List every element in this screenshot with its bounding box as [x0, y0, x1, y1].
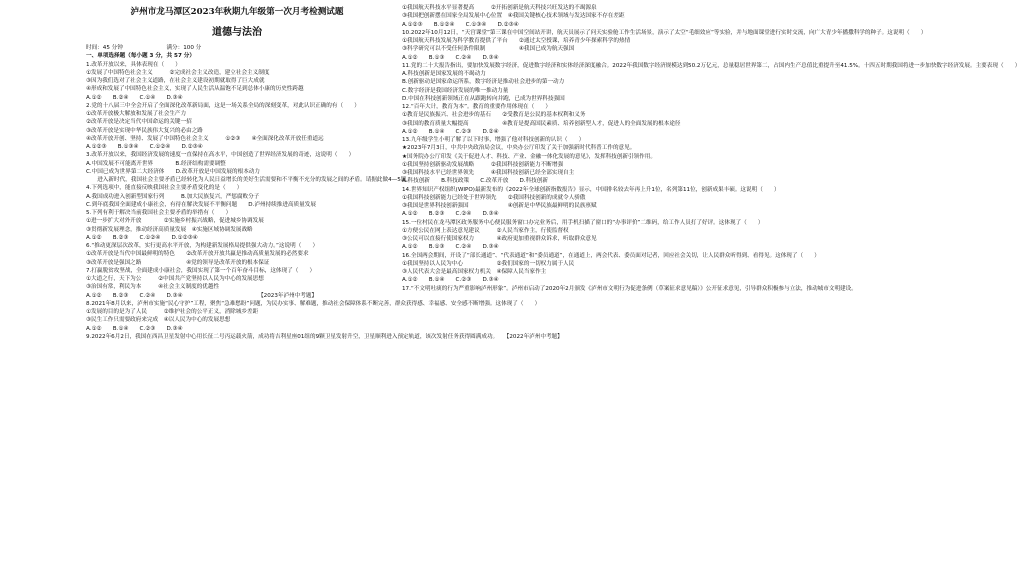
question-line: 16.全国两会期间，开设了“部长通道”、“代表通道”和“委员通道”，在通道上，两会代表、委员面对记者，回应社会关切，让人民群众听得到、看得见。这体现了（ ）	[402, 252, 820, 259]
question-line: ①我国坚持以人民为中心 ②我们国家的一切权力属于人民	[402, 260, 575, 267]
question-line: 2.党的十八届三中全会开启了全面深化改革新局面，这是一场关系全局的深刻变革，对此认识正确的有（ ）	[86, 102, 360, 109]
question-line: 5.下列有利于解决当前我国社会主要矛盾的举措有（ ）	[86, 210, 232, 216]
question-line: A.①②③ B.①③④ C.①②④ D.②③④	[86, 144, 203, 150]
question-line: ①方便公民在网上表达意见建议 ②人民当家作主，行使监督权	[402, 227, 569, 234]
time-label: 时间：45 分钟	[86, 45, 123, 51]
question-line: ①我国坚持创新驱动发展战略 ②我国科技创新能力不断增强	[402, 161, 564, 168]
question-line: A.①② B.②③ C.①②④ D.①②③④	[86, 234, 198, 241]
question-line: ★2023年7月3日，中共中央政治局会议，中央办公厅印发了关于加强新时代科普工作的意见。	[402, 145, 636, 152]
question-line: C.到年底我国全面建成小康社会，有待在解决发展不平衡问题 D.泸州持续推进高质量发展	[86, 201, 316, 208]
question-line: ③我国是世界科技创新强国 ④创新是中华民族最鲜明的民族禀赋	[402, 203, 597, 209]
question-line: 1.改革开放以来，具体表现在（ ）	[86, 61, 181, 68]
question-line: 6.“推动更深层次改革，实行更高水平开放，为构建新发展格局提供强大动力。”这说明（ ）	[86, 243, 319, 249]
subject-title: 道德与法治	[212, 27, 262, 38]
question-line: ①教育是民族振兴、社会进步的基石 ②受教育是公民的基本权利和义务	[402, 112, 586, 119]
question-line: 10.2022年10月12日，“天宫课堂”第三课在中国空间站开讲，航天员展示了问天实验舱工作生活场景，演示了太空“毛细效应”等实验，并与地面课堂进行实时交流，向广大青少年播撒科学的种子。这说明（ ）	[402, 29, 927, 36]
question-line: A.①② B.①③ C.②④ D.③④	[402, 244, 499, 251]
question-line: ③改革开放是强国之路 ④党的领导是改革开放的根本保证	[86, 259, 270, 266]
question-line: ①发展了中国特色社会主义 ②完成社会主义改造，建立社会主义制度	[86, 69, 270, 76]
question-line: ③我国的教育质量大幅提高 ④教育是提高国民素质、培养创新型人才，促进人的全面发展的根本途径	[402, 120, 681, 127]
section-heading: 一、单项选择题（每小题 3 分，共 57 分）	[86, 53, 195, 60]
question-line: ①改革开放极大解放和发展了社会生产力	[86, 111, 187, 117]
question-line: 17.“不文明吐痰的行为严重影响泸州形象”。泸州市启动了2020年2月颁发《泸州市文明行为促进条例（草案征求意见稿）》公开征求意见，引导群众积极参与立法，推动城市文明建设。	[402, 285, 857, 292]
question-line: C.中国已成为世界第二大经济体 D.改革开放是中国发展的根本动力	[86, 168, 260, 175]
question-line: 8.2021年8月以来，泸州市实施“民心守护”工程，聚焦“急难愁盼”问题，为民办实事、解难题，推动社会保障体系不断完善，群众获得感、幸福感、安全感不断增强。这体现了（ ）	[86, 300, 541, 307]
question-line: ③民生工作只需要政府来完成 ④以人民为中心的发展思想	[86, 317, 231, 324]
question-line: ①大道之行，天下为公 ②中国共产党坚持以人民为中心的发展思想	[86, 276, 264, 282]
question-line: ①我国科技创新能力已经处于世界领先 ②我国科技创新的成就令人骄傲	[402, 194, 586, 201]
question-line: ①发展的目的是为了人民 ②维护社会的公平正义，消除城乡差距	[86, 309, 259, 315]
question-line: 13.九年级学生小明了解了以下时事，增强了他对科技创新的认识（ ）	[402, 137, 585, 143]
question-line: 11.党的二十大报告指出，要加快发展数字经济，促进数字经济和实体经济深度融合。2022年我国数字经济规模达到50.2万亿元，总量稳居世界第二，占国内生产总值比重提升至41.5%。十四五时期我国将进一步加快数字经济发展。主要表现（ ）	[402, 62, 1020, 69]
question-line: ④形成和发展了中国特色社会主义，实现了人民生活从温饱不足到总体小康的历史性跨越	[86, 86, 304, 93]
question-line: B.创新驱动是国家命运所系，数字经济是推动社会进步的第一动力	[402, 79, 565, 86]
question-line: ③我国科技水平已经世界领先 ④我国科技创新已经全部实现自主	[402, 170, 575, 176]
time-score-line	[86, 44, 386, 52]
question-line: ③科学研究可以不受任何条件限制 ④我国已成为航天强国	[402, 46, 575, 53]
question-line: D.中国在科技创新领域正在从跟跑转向并跑，已成为世界科技强国	[402, 95, 565, 102]
question-line: ③贯彻新发展理念，推动经济高质量发展 ④实施区域协调发展战略	[86, 226, 253, 233]
question-line: A.①② B.①④ C.②③ D.③④	[402, 277, 499, 284]
question-line: ③人民代表大会是最高国家权力机关 ④保障人民当家作主	[402, 269, 547, 275]
question-line: ③公民可以直接行使国家权力 ④政府更加重视群众诉求，听取群众意见	[402, 236, 597, 242]
question-line: 4.下列选项中，能直接反映我国社会主要矛盾变化的是（ ）	[86, 185, 243, 192]
question-line: ③我国把创新摆在国家全局发展中心位置 ④我国关键核心技术领域与发达国家不存在差距	[402, 13, 625, 20]
question-line: C.数字经济是我国经济发展的唯一推动力量	[402, 87, 509, 94]
question-line: A.①② B.①④ C.②③ D.②④	[402, 128, 499, 135]
question-line: A.科技创新 B.科技政策 C.改革开放 D.科技创新	[402, 178, 548, 185]
exam-title: 泸州市龙马潭区2023年秋期九年级第一次月考检测试题	[130, 7, 344, 17]
question-line: A.①② B.①④ C.②③ D.③④	[86, 325, 183, 332]
score-label: 满分：100 分	[166, 45, 202, 51]
question-line: ★国务院办公厅印发《关于促进人才、科技、产业、金融一体化发展的意见》，发挥科技创新引领作用。	[402, 153, 656, 160]
question-line: 3.改革开放以来，我国经济发展的速度一直保持在高水平，中国创造了世界经济发展的奇迹，这说明（ ）	[86, 152, 355, 159]
question-line: A.①② B.①③ C.②④ D.③④	[402, 54, 499, 61]
question-line: ③因为我们选对了社会主义道路，在社会主义建设初期就取得了巨大成就	[86, 78, 265, 84]
question-line: 9.2022年6月2日，我国在西昌卫星发射中心用长征二号丙运载火箭，成功将吉利星座01组的9颗卫星发射升空，卫星顺利进入预定轨道，该次发射任务获得圆满成功。 【2022年泸州中考题】	[86, 333, 563, 340]
question-line: A.①② B.②③ C.②④ D.③④ 【2023年泸州中考题】	[86, 292, 318, 299]
question-line: ②改革开放是决定当代中国命运的关键一招	[86, 119, 192, 126]
question-line: ①改革开放是当代中国最鲜明的特色 ②改革开放开放共赢是推动高质量发展的必然要求	[86, 251, 309, 258]
question-line: ①我国航天科技水平显著提高 ②开拓创新是航天科技兴旺发达的不竭源泉	[402, 5, 597, 11]
right-question-list	[402, 4, 1020, 293]
question-line: A.科技创新是国家发展的不竭动力	[402, 71, 486, 77]
question-line: ④改革开放开创、坚持、发展了中国特色社会主义 ①②③ ④全面深化改革开放任重道远	[86, 135, 324, 142]
question-line: 进入新时代，我国社会主要矛盾已经转化为人民日益增长的美好生活需要和不平衡不充分的发展之间的矛盾。请据此做4—5题。	[86, 177, 412, 183]
question-line: A.①② B.②③ C.②④ D.③④	[402, 211, 499, 218]
question-line: 15.一位村民在龙马潭区政务服务中心便民服务窗口办完业务后，用手机扫描了窗口的“办事评价”二维码，给工作人员打了好评。这体现了（ ）	[402, 219, 764, 226]
question-line: A.中国发展不可能离开世界 B.经济结构需要调整	[86, 160, 226, 167]
question-line: A.我国成功进入创新型国家行列 B.加大民族复兴，严惩腐败分子	[86, 193, 260, 200]
question-line: 12.“百年大计，教育为本”。教育的重要作用体现在（ ）	[402, 104, 551, 110]
question-line: ①进一步扩大对外开放 ②实施乡村振兴战略，促进城乡协调发展	[86, 218, 264, 225]
question-line: ③治国有常，利民为本 ④社会主义制度的优越性	[86, 284, 220, 291]
question-line: ③改革开放是实现中华民族伟大复兴的必由之路	[86, 127, 203, 134]
question-line: A.①②③ B.①②④ C.①③④ D.②③④	[402, 21, 519, 28]
question-line: 14.世界知识产权组织(WIPO)最新发布的《2022年全球创新指数报告》显示，中国排名较去年再上升1位，名列第11位，创新成果丰硕。这说明（ ）	[402, 186, 780, 193]
question-line: A.①② B.②④ C.①④ D.③④	[86, 94, 183, 101]
question-line: 7.打赢脱贫攻坚战，全面建成小康社会，我国实现了第一个百年奋斗目标，这体现了（ ）	[86, 267, 316, 274]
question-line: ①我国航天科技发展为科学教育提供了平台 ②通过太空授课，培养青少年探索科学的热情	[402, 38, 631, 44]
